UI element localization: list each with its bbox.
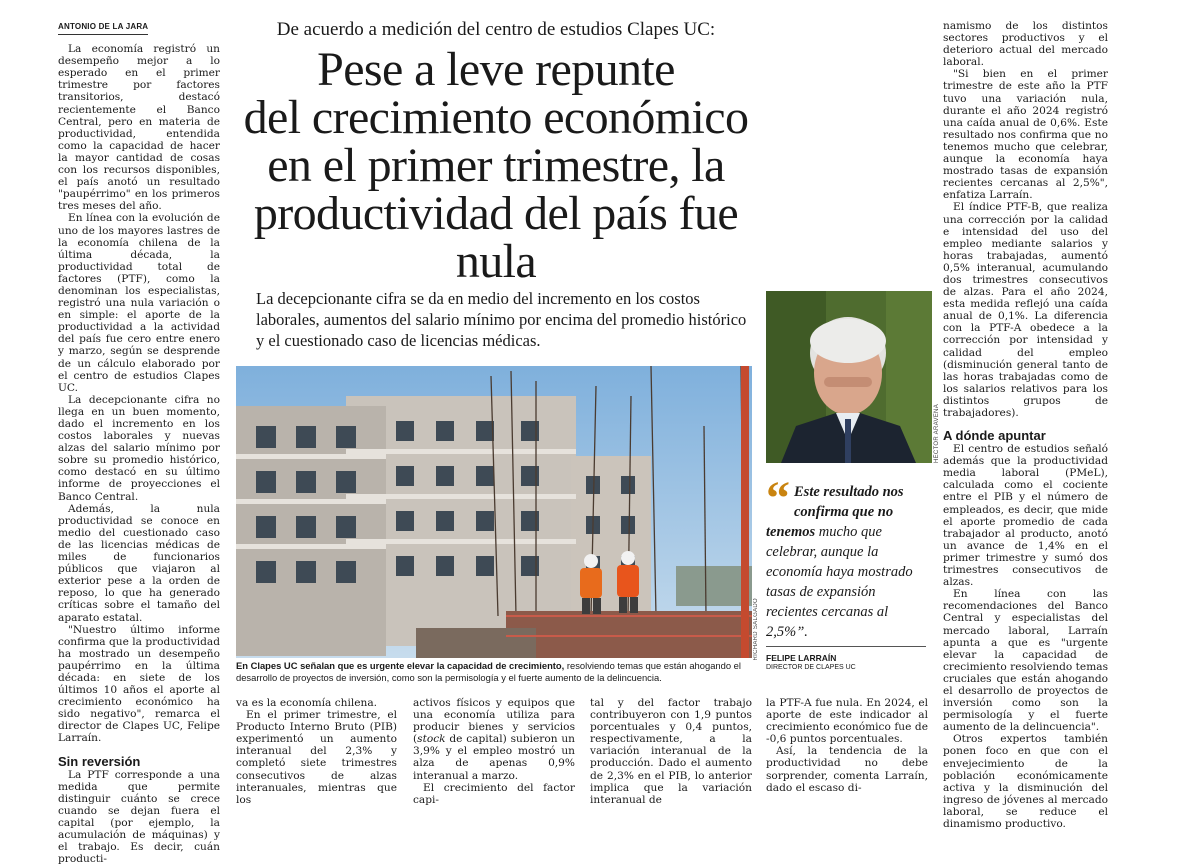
paragraph: En línea con la evolución de uno de los mayores lastres de la economía chilena de la última década, la productividad total de factores (PTF), como la denominan los especialistas, registró una nula variación o en simple: el aporte de la productividad a la actividad del país fue cero entre enero y marzo, según se desprende de un cálculo elaborado por el centro de estudios Clapes UC. [58,212,220,394]
paragraph: va es la economía chilena. [236,697,378,709]
paragraph: Así, la tendencia de la productividad no debe sorprender, comenta Larraín, dado el escaso di- [766,745,928,794]
paragraph: "Si bien en el primer trimestre de este año la PTF tuvo una variación nula, durante el año 2024 registró una caída anual de 0,6%. Este resultado nos confirma que no tenemos mucho que celebrar, aunque la economía haya mostrado tasas de expansión recientes cercanas al 2,5%", enfatiza Larraín. [943,68,1108,202]
caption-text: resolviendo temas que están ahogando el desarrollo de proyectos de inversión, como son la permisología y el fuerte aumento de la delincuencia. [236,660,741,683]
article-column-6 [943,20,1108,830]
headline [228,43,764,288]
text-italic: stock [417,733,446,746]
quote-bold: Este resultado nos confirma que no tenemos [766,484,904,540]
quote-text: mucho que celebrar, aunque la economía haya mostrado tasas de expansión recientes cercanas al 2,5%”. [766,524,913,640]
text-span: activos físicos y equipos que una economía utiliza para producir bienes y servicios ( [413,697,575,746]
article-column-4 [590,697,752,806]
quote-author-role: DIRECTOR DE CLAPES UC [766,664,856,671]
photo-credit-portrait: HÉCTOR ARAVENA [934,404,940,463]
kicker: De acuerdo a medición del centro de estudios Clapes UC: [276,19,716,40]
pull-quote [766,472,926,642]
paragraph: El centro de estudios señaló además que la productividad media laboral (PMeL), calculada como el cociente entre el PIB y el número de empleados, es decir, que mide el aporte promedio de cada trabajador al producto, anotó un avance de 1,4% en el primer trimestre y sumó dos trimestres consecutivos de alzas. [943,443,1108,589]
text-span: de capital) subieron un 3,9% y el empleo mostró un alza de apenas 0,9% interanual a marzo. [413,733,575,782]
article-column-3 [413,697,575,806]
quote-mark-icon: “ [766,472,790,525]
headline-line: en el primer trimestre, la [267,139,725,192]
paragraph: Además, la nula productividad se conoce en medio del cuestionado caso de las licencias médicas de miles de funcionarios públicos que viajaron al exterior pese a la orden de reposo, lo que ha generado críticas sobre el tamaño del aparato estatal. [58,502,220,624]
paragraph: En el primer trimestre, el Producto Interno Bruto (PIB) experimentó un aumento interanual del 2,3% y completó siete trimestres consecutivos de alzas interanuales, mientras que los [236,709,397,806]
headline-line: del crecimiento económico [243,91,749,144]
paragraph: El índice PTF-B, que realiza una corrección por la calidad e intensidad del uso del empleo mediante salarios y horas trabajadas, aumentó 0,5% interanual, acumulando dos trimestres consecutivos de alzas. Para el año 2024, esta medida reflejó una caída anual de 0,1%. La diferencia con la PTF-A obedece a la corrección por intensidad y calidad del empleo (disminución general tanto de las horas trabajadas como de los salarios relativos para los distintos grupos de trabajadores). [943,201,1108,419]
article-column-2 [236,697,397,806]
portrait-illustration [766,291,932,463]
photo-caption [236,660,752,684]
caption-bold: En Clapes UC señalan que es urgente elevar la capacidad de crecimiento, [236,660,565,671]
subhead-sin-reversion: Sin reversión [58,753,141,769]
quote-divider [766,646,926,647]
paragraph: La PTF corresponde a una medida que permite distinguir cuánto se crece cuando se dejan fuera el capital (por ejemplo, la acumulación de máquinas) y el trabajo. Es decir, cuán producti- [58,768,220,865]
article-column-5 [766,697,928,794]
photo-credit-main: RICHARD SALGADO [753,598,759,661]
subhead-a-donde-apuntar: A dónde apuntar [943,428,1046,444]
headline-line: Pese a leve repunte [317,43,675,96]
paragraph: En línea con las recomendaciones del Banco Central y especialistas del mercado laboral, Larraín apunta a que es "urgente elevar la capacidad de crecimiento resolviendo temas cruciales que están ahogando el desarrollo de proyectos de inversión como son la permisología y el fuerte aumento de la delincuencia". [943,588,1108,734]
paragraph: namismo de los distintos sectores productivos y el deterioro actual del mercado laboral. [943,20,1108,69]
construction-photo [236,366,752,658]
paragraph: La economía registró un desempeño mejor a lo esperado en el primer trimestre por factores transitorios, destacó recientemente el Banco Central, pero en materia de productividad, entendida como la capacidad de hacer la mayor cantidad de cosas con los recursos disponibles, el país anotó un resultado "paupérrimo" en los primeros tres meses del año. [58,43,220,213]
portrait-photo [766,291,932,463]
paragraph: Otros expertos también ponen foco en que con el envejecimiento de la población económicamente activa y la disminución del ingreso de jóvenes al mercado laboral, se reduce el dinamismo productivo. [943,733,1108,830]
quote-author: FELIPE LARRAÍN [766,653,837,663]
article-column-1 [58,20,220,865]
paragraph: El crecimiento del factor capi- [413,781,575,806]
construction-illustration [236,366,752,658]
headline-line: productividad del país fue nula [253,187,739,288]
paragraph: La decepcionante cifra no llega en un buen momento, dado el incremento en los costos laborales y nuevas alzas del salario mínimo por sobre su promedio histórico, como destacó en su último informe de proyecciones el Banco Central. [58,393,220,503]
subtitle-bajada: La decepcionante cifra se da en medio del incremento en los costos laborales, aumentos del salario mínimo por encima del promedio histórico y el cuestionado caso de licencias médicas. [256,289,747,350]
paragraph: la PTF-A fue nula. En 2024, el aporte de este indicador al crecimiento económico fue de -0,6 puntos porcentuales. [766,697,928,746]
paragraph: "Nuestro último informe confirma que la productividad ha mostrado un desempeño paupérrimo en la última década: en siete de los últimos 10 años el aporte al crecimiento económico ha sido negativo", remarca el director de Clapes UC, Felipe Larraín. [58,623,220,745]
paragraph [413,697,575,782]
byline: ANTONIO DE LA JARA [58,21,148,35]
paragraph: tal y del factor trabajo contribuyeron con 1,9 puntos porcentuales y 0,4 puntos, respectivamente, a la variación interanual de la producción. Dado el aumento de 2,3% en el PIB, lo anterior implica que la variación interanual de [590,697,752,806]
